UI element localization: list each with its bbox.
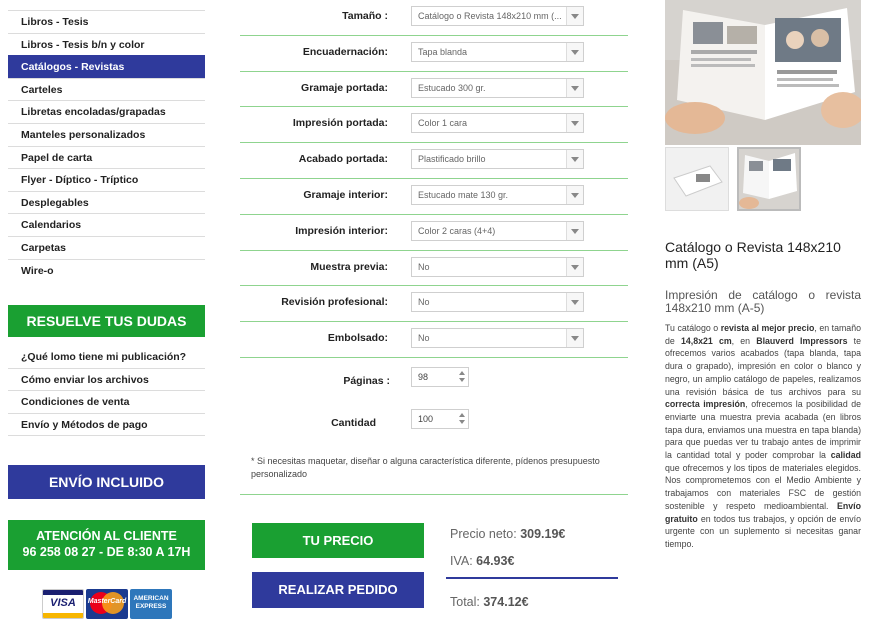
spinner-icon[interactable]: [459, 371, 465, 383]
form-row-pages: [240, 362, 628, 404]
chevron-down-icon: [566, 114, 583, 132]
vat-price: IVA: 64.93€: [450, 554, 515, 568]
spinner-icon[interactable]: [459, 413, 465, 425]
quantity-label: Cantidad: [331, 416, 376, 429]
category-item[interactable]: Carteles: [8, 78, 205, 101]
product-main-image: [665, 0, 861, 145]
product-description: Tu catálogo o revista al mejor precio, en tamaño de 14,8x21 cm, en Blauverd Impressors te ofrecemos varios acabados (tapa blanda, tapa dura o grapado), impresión en color o blanco y negro, un amplio catálogo de papeles, realizamos una revisión básica de tus archivos para su correcta impresión, ofrecemos la posibilidad de enviarte una muestra previa acabada (en libros tapa dura, enviamos una muestra en tapa blanda) para que puedas ver tu trabajo antes de imprimir la cantidad total y poder comprobar la calidad que ofrecemos y los tipos de materiales elegidos. Nos comprometemos con el Medio Ambiente y trabajamos con materiales FSC de gestión sostenible y respeto medioambiental. Envío gratuito en todos tus trabajos, y opción de envío urgente con un suplemento si necesitas ganar tiempo.: [665, 323, 861, 549]
quantity-input[interactable]: 100: [411, 409, 469, 429]
field-label: Encuadernación:: [302, 45, 388, 58]
form-row-inner-print: [240, 215, 628, 251]
mastercard-icon: MasterCard: [86, 589, 128, 619]
category-item[interactable]: Carpetas: [8, 236, 205, 259]
faq-link[interactable]: Cómo enviar los archivos: [8, 369, 205, 392]
category-item[interactable]: Calendarios: [8, 213, 205, 236]
resolve-doubts-button[interactable]: RESUELVE TUS DUDAS: [8, 305, 205, 337]
chevron-down-icon: [566, 79, 583, 97]
field-label: Muestra previa:: [310, 260, 388, 273]
form-row-review: [240, 286, 628, 322]
support-title: ATENCIÓN AL CLIENTE: [36, 529, 177, 543]
price-divider: [446, 577, 618, 579]
inner-weight-select[interactable]: Estucado mate 130 gr.: [411, 185, 584, 205]
support-phone-hours: 96 258 08 27 - DE 8:30 A 17H: [22, 545, 191, 559]
chevron-down-icon: [566, 150, 583, 168]
category-item[interactable]: Desplegables: [8, 191, 205, 214]
field-label: Gramaje interior:: [303, 188, 388, 201]
product-title: Catálogo o Revista 148x210 mm (A5): [665, 239, 841, 271]
cover-print-select[interactable]: Color 1 cara: [411, 113, 584, 133]
pages-input[interactable]: 98: [411, 367, 469, 387]
product-subtitle: Impresión de catálogo o revista 148x210 mm (A-5): [665, 288, 861, 315]
pages-label: Páginas :: [343, 374, 390, 387]
custom-quote-note: * Si necesitas maquetar, diseñar o alguna característica diferente, pídenos presupuesto personalizado: [251, 456, 600, 479]
customer-support-banner: [8, 520, 205, 570]
thumbnail-image-selected[interactable]: [737, 147, 801, 211]
field-label: Tamaño :: [342, 10, 388, 22]
category-item[interactable]: Libretas encoladas/grapadas: [8, 100, 205, 123]
category-item[interactable]: Flyer - Díptico - Tríptico: [8, 168, 205, 191]
cover-finish-select[interactable]: Plastificado brillo: [411, 149, 584, 169]
total-price: Total: 374.12€: [450, 595, 529, 609]
chevron-down-icon: [566, 258, 583, 276]
field-label: Embolsado:: [327, 332, 388, 345]
inner-print-select[interactable]: Color 2 caras (4+4): [411, 221, 584, 241]
form-row-inner-weight: [240, 179, 628, 215]
place-order-button[interactable]: REALIZAR PEDIDO: [252, 572, 424, 608]
get-price-button[interactable]: TU PRECIO: [252, 523, 424, 558]
faq-link[interactable]: Condiciones de venta: [8, 391, 205, 414]
cover-weight-select[interactable]: Estucado 300 gr.: [411, 78, 584, 98]
form-row-size: [240, 0, 628, 36]
chevron-down-icon: [566, 186, 583, 204]
review-select[interactable]: No: [411, 292, 584, 312]
field-label: Acabado portada:: [298, 153, 388, 166]
form-row-bagging: [240, 322, 628, 358]
field-label: Revisión profesional:: [281, 296, 388, 309]
field-label: Impresión portada:: [292, 117, 388, 130]
binding-select[interactable]: Tapa blanda: [411, 42, 584, 62]
field-label: Impresión interior:: [295, 224, 388, 237]
form-row-cover-print: [240, 107, 628, 143]
sample-select[interactable]: No: [411, 257, 584, 277]
thumbnail-image[interactable]: [665, 147, 729, 211]
faq-list: [8, 346, 205, 436]
amex-card-icon: AMERICAN EXPRESS: [130, 589, 172, 619]
net-price: Precio neto: 309.19€: [450, 527, 566, 541]
bagging-select[interactable]: No: [411, 328, 584, 348]
chevron-down-icon: [566, 329, 583, 347]
form-row-quantity: [240, 404, 628, 446]
category-item[interactable]: Manteles personalizados: [8, 123, 205, 146]
visa-card-icon: VISA: [42, 589, 84, 619]
field-label: Gramaje portada:: [301, 81, 388, 94]
form-row-sample: [240, 251, 628, 287]
category-item[interactable]: Wire-o: [8, 259, 205, 282]
faq-link[interactable]: Envío y Métodos de pago: [8, 414, 205, 437]
form-row-binding: [240, 36, 628, 72]
category-item[interactable]: Papel de carta: [8, 146, 205, 169]
category-item[interactable]: Libros - Tesis: [8, 10, 205, 33]
product-config-form: [240, 0, 628, 446]
category-list: [8, 10, 205, 281]
size-select[interactable]: Catálogo o Revista 148x210 mm (...: [411, 6, 584, 26]
chevron-down-icon: [566, 293, 583, 311]
payment-cards: [42, 589, 172, 619]
faq-link[interactable]: ¿Qué lomo tiene mi publicación?: [8, 346, 205, 369]
form-row-cover-finish: [240, 143, 628, 179]
divider: [240, 494, 628, 495]
sidebar: [8, 0, 205, 281]
category-item[interactable]: Libros - Tesis b/n y color: [8, 33, 205, 56]
shipping-included-banner: ENVÍO INCLUIDO: [8, 465, 205, 499]
chevron-down-icon: [566, 7, 583, 25]
chevron-down-icon: [566, 43, 583, 61]
form-row-cover-weight: [240, 72, 628, 108]
chevron-down-icon: [566, 222, 583, 240]
category-item-active[interactable]: Catálogos - Revistas: [8, 55, 205, 78]
